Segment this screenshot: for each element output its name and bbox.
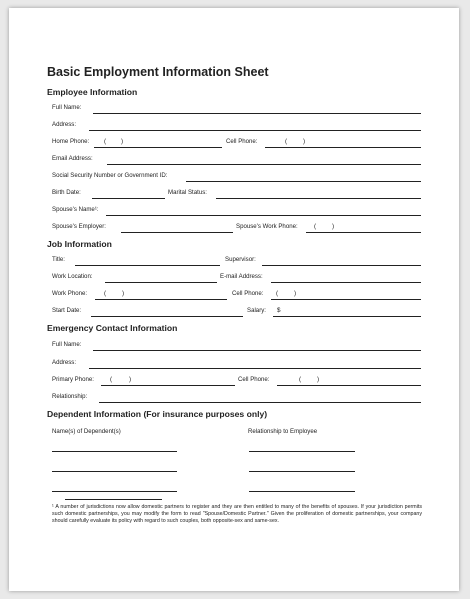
salary-field[interactable] bbox=[273, 316, 421, 317]
cell-phone-open-paren: ( bbox=[285, 138, 288, 145]
spouse-name-label: Spouse's Name¹: bbox=[52, 206, 99, 213]
dependent-name-field-3[interactable] bbox=[52, 491, 177, 492]
employee-ssn-field[interactable] bbox=[186, 181, 421, 182]
dependent-relationship-header: Relationship to Employee bbox=[248, 428, 318, 435]
dependent-name-field-1[interactable] bbox=[52, 451, 177, 452]
employee-birth-date-label: Birth Date: bbox=[52, 189, 81, 196]
page-title: Basic Employment Information Sheet bbox=[47, 65, 269, 79]
employee-address-label: Address: bbox=[52, 121, 77, 128]
job-title-label: Title: bbox=[52, 256, 65, 263]
footnote-text: ¹ A number of jurisdictions now allow domestic partners to register and they are then entitled to many of the benefits of spouses. If your jurisdiction permits such domestic partnerships, you may modify the form to read "Spouse/Domestic Partner." Given the proliferation of domestic partnerships, your company should carefully evaluate its policy with regard to such couples, both opposite-sex and same-sex. bbox=[52, 504, 422, 525]
spouse-name-field[interactable] bbox=[106, 215, 421, 216]
employee-marital-status-field[interactable] bbox=[216, 198, 421, 199]
employee-cell-phone-label: Cell Phone: bbox=[226, 138, 258, 145]
emergency-address-label: Address: bbox=[52, 359, 77, 366]
dependent-relationship-field-2[interactable] bbox=[249, 471, 355, 472]
emergency-section-heading: Emergency Contact Information bbox=[47, 323, 178, 333]
home-phone-open-paren: ( bbox=[104, 138, 107, 145]
job-cell-phone-field[interactable] bbox=[271, 299, 421, 300]
employee-section-heading: Employee Information bbox=[47, 87, 138, 97]
relationship-label: Relationship: bbox=[52, 393, 88, 400]
salary-label: Salary: bbox=[247, 307, 266, 314]
footnote-separator bbox=[65, 499, 162, 500]
emergency-cell-close-paren: ) bbox=[317, 376, 320, 383]
spouse-employer-field[interactable] bbox=[121, 232, 233, 233]
job-cell-open-paren: ( bbox=[276, 290, 279, 297]
employee-birth-date-field[interactable] bbox=[92, 198, 165, 199]
employee-address-field[interactable] bbox=[89, 130, 421, 131]
spouse-phone-open-paren: ( bbox=[314, 223, 317, 230]
start-date-label: Start Date: bbox=[52, 307, 82, 314]
job-email-label: E-mail Address: bbox=[220, 273, 263, 280]
work-phone-field[interactable] bbox=[95, 299, 227, 300]
emergency-cell-open-paren: ( bbox=[299, 376, 302, 383]
primary-phone-field[interactable] bbox=[101, 385, 235, 386]
start-date-field[interactable] bbox=[91, 316, 243, 317]
relationship-field[interactable] bbox=[99, 402, 421, 403]
home-phone-close-paren: ) bbox=[121, 138, 124, 145]
salary-currency-symbol: $ bbox=[277, 307, 281, 314]
employee-home-phone-field[interactable] bbox=[94, 147, 222, 148]
emergency-full-name-field[interactable] bbox=[93, 350, 421, 351]
spouse-employer-label: Spouse's Employer: bbox=[52, 223, 107, 230]
spouse-phone-close-paren: ) bbox=[332, 223, 335, 230]
work-location-label: Work Location: bbox=[52, 273, 93, 280]
job-cell-phone-label: Cell Phone: bbox=[232, 290, 264, 297]
job-cell-close-paren: ) bbox=[294, 290, 297, 297]
cell-phone-close-paren: ) bbox=[303, 138, 306, 145]
employee-email-field[interactable] bbox=[107, 164, 421, 165]
emergency-address-field[interactable] bbox=[89, 368, 421, 369]
employee-cell-phone-field[interactable] bbox=[265, 147, 421, 148]
employee-home-phone-label: Home Phone: bbox=[52, 138, 90, 145]
dependent-relationship-field-3[interactable] bbox=[249, 491, 355, 492]
dependent-name-field-2[interactable] bbox=[52, 471, 177, 472]
employee-marital-status-label: Marital Status: bbox=[168, 189, 207, 196]
emergency-full-name-label: Full Name: bbox=[52, 341, 82, 348]
primary-phone-close-paren: ) bbox=[129, 376, 132, 383]
primary-phone-label: Primary Phone: bbox=[52, 376, 94, 383]
dependent-section-heading: Dependent Information (For insurance purposes only) bbox=[47, 409, 268, 419]
job-title-field[interactable] bbox=[75, 265, 220, 266]
employee-full-name-label: Full Name: bbox=[52, 104, 82, 111]
work-phone-label: Work Phone: bbox=[52, 290, 88, 297]
job-email-field[interactable] bbox=[271, 282, 421, 283]
job-supervisor-label: Supervisor: bbox=[225, 256, 256, 263]
form-sheet bbox=[9, 8, 459, 591]
job-section-heading: Job Information bbox=[47, 239, 112, 249]
employee-ssn-label: Social Security Number or Government ID: bbox=[52, 172, 168, 179]
primary-phone-open-paren: ( bbox=[110, 376, 113, 383]
work-phone-open-paren: ( bbox=[104, 290, 107, 297]
dependent-names-header: Name(s) of Dependent(s) bbox=[52, 428, 121, 435]
work-location-field[interactable] bbox=[105, 282, 217, 283]
spouse-work-phone-field[interactable] bbox=[306, 232, 421, 233]
employee-full-name-field[interactable] bbox=[93, 113, 421, 114]
dependent-relationship-field-1[interactable] bbox=[249, 451, 355, 452]
employee-email-label: Email Address: bbox=[52, 155, 93, 162]
emergency-cell-phone-field[interactable] bbox=[277, 385, 421, 386]
job-supervisor-field[interactable] bbox=[262, 265, 421, 266]
emergency-cell-phone-label: Cell Phone: bbox=[238, 376, 270, 383]
work-phone-close-paren: ) bbox=[122, 290, 125, 297]
spouse-work-phone-label: Spouse's Work Phone: bbox=[236, 223, 298, 230]
